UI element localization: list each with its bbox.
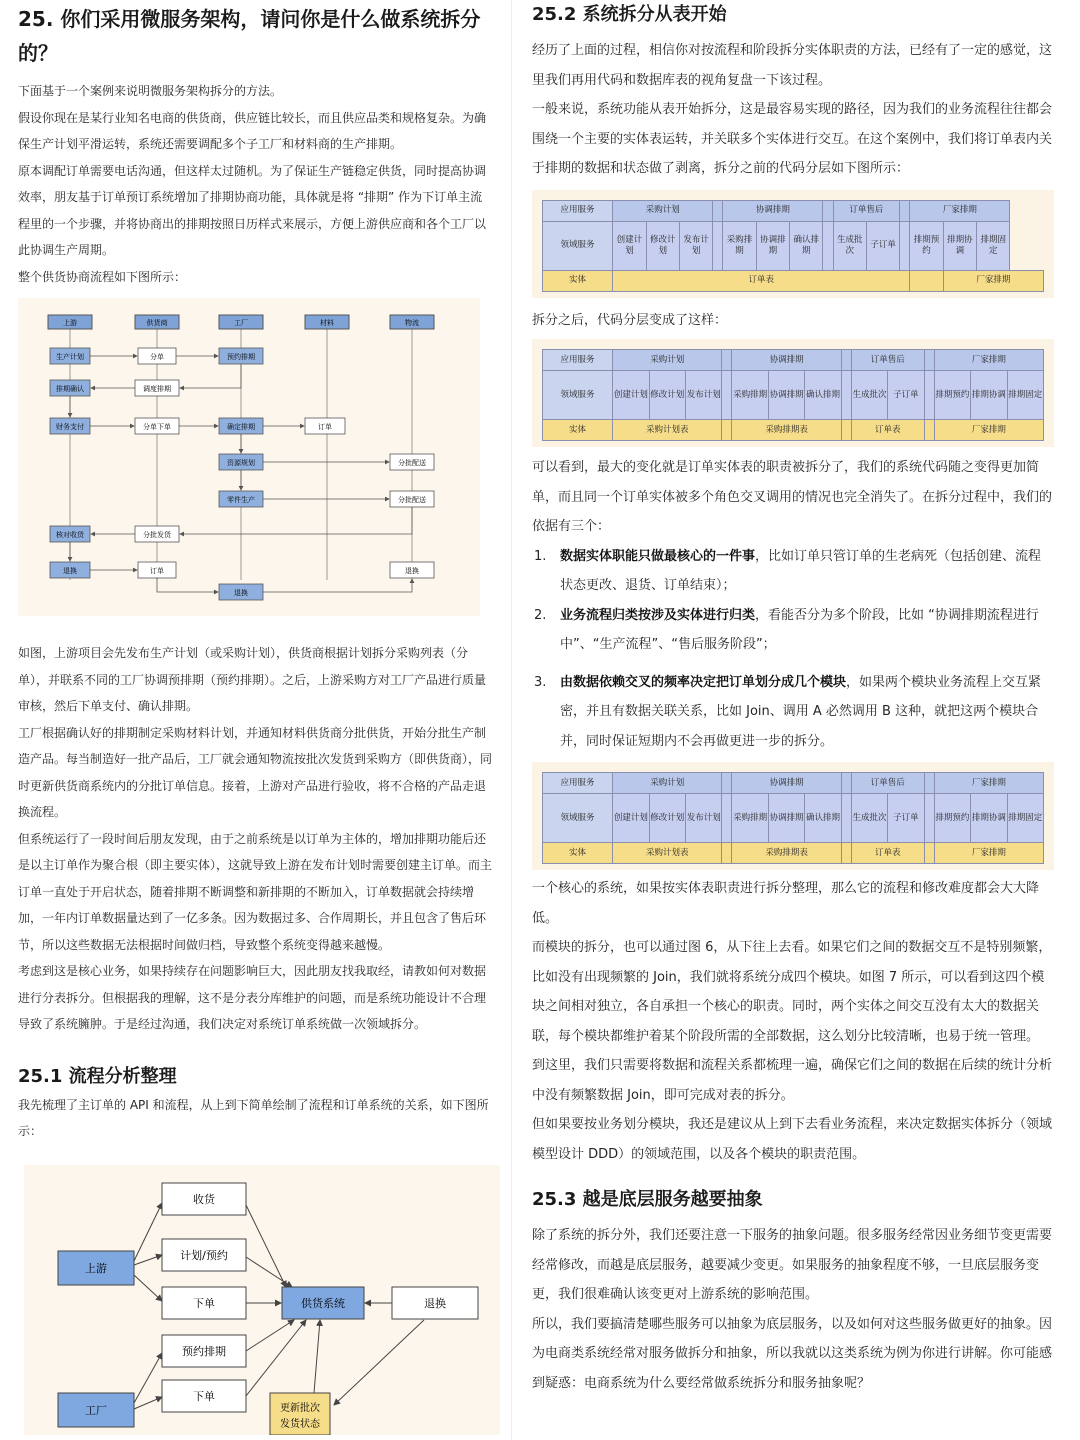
domain-cell: 修改计划 <box>649 371 685 420</box>
group-header: 采购计划 <box>613 200 713 221</box>
entity-cell: 订单表 <box>851 420 924 441</box>
criteria-list <box>532 542 1054 757</box>
group-header: 协调排期 <box>732 350 841 371</box>
order-system-svg <box>24 1165 500 1435</box>
flow-node: 分批发货 <box>143 531 171 539</box>
list-item <box>532 542 1054 601</box>
entity-cell: 厂家排期 <box>934 843 1043 864</box>
list-bold: 业务流程归类按涉及实体进行归类 <box>560 607 756 623</box>
row-label: 实体 <box>543 843 613 864</box>
domain-cell: 排期预约 <box>910 221 943 270</box>
list-item <box>532 601 1054 660</box>
entity-cell: 订单表 <box>851 843 924 864</box>
domain-cell: 发布计划 <box>679 221 712 270</box>
domain-cell: 采购排期 <box>732 794 768 843</box>
entity-cell: 采购排期表 <box>732 843 841 864</box>
right-column <box>532 0 1054 1398</box>
domain-cell: 确认排期 <box>805 794 841 843</box>
group-header: 采购计划 <box>613 773 722 794</box>
intro-paragraph: 下面基于一个案例来说明微服务架构拆分的方法。 <box>18 84 283 98</box>
entity-cell: 厂家排期 <box>934 420 1043 441</box>
domain-cell: 修改计划 <box>649 794 685 843</box>
domain-cell: 采购排期 <box>732 371 768 420</box>
list-bold: 数据实体职能只做最核心的一件事 <box>560 548 756 564</box>
flow-node: 退换 <box>234 589 248 597</box>
row-label: 应用服务 <box>543 773 613 794</box>
entity-cell: 采购计划表 <box>613 843 722 864</box>
domain-cell: 确认排期 <box>790 221 823 270</box>
flow-node: 退换 <box>424 1296 446 1310</box>
paragraph: 除了系统的拆分外，我们还要注意一下服务的抽象问题。很多服务经常因业务细节变更需要经常修改，而越是底层服务，越要减少变更。如果服务的抽象程度不够，一旦底层服务变更，我们很难确认该变更对上游系统的影响范围。 <box>532 1228 1053 1302</box>
section-title: 25.1 流程分析整理 <box>18 1065 177 1087</box>
domain-cell: 子订单 <box>866 221 899 270</box>
domain-cell: 协调排期 <box>768 371 804 420</box>
paragraph: 一个核心的系统，如果按实体表职责进行拆分整理，那么它的流程和修改难度都会大大降低。 <box>532 881 1040 926</box>
entity-cell: 订单表 <box>613 270 910 291</box>
list-number: 3. <box>534 674 547 690</box>
lane-label: 物流 <box>405 319 419 327</box>
lane-label: 供货商 <box>146 319 168 327</box>
supply-flow-diagram <box>18 298 480 616</box>
group-header: 厂家排期 <box>910 200 1010 221</box>
group-header: 协调排期 <box>732 773 841 794</box>
flow-node: 预约排期 <box>182 1344 226 1358</box>
chapter-title: 25. 你们采用微服务架构，请问你是什么做系统拆分的？ <box>18 7 481 65</box>
flow-node: 收货 <box>193 1192 215 1206</box>
group-header: 厂家排期 <box>934 773 1043 794</box>
paragraph: 拆分之后，代码分层变成了这样： <box>532 312 728 328</box>
domain-cell: 子订单 <box>888 371 924 420</box>
order-system-diagram <box>24 1165 500 1435</box>
group-header: 订单售后 <box>833 200 900 221</box>
body-paragraph: 工厂根据确认好的排期制定采购材料计划，并通知材料供货商分批供货，开始分批生产制造产品。每当制造好一批产品后，工厂就会通知物流按批次发货到采购方（即供货商），同时更新供货商系统内的分批订单信息。接着，上游对产品进行验收，将不合格的产品走退换流程。 <box>18 725 493 819</box>
list-item <box>532 668 1054 757</box>
row-label: 实体 <box>543 270 613 291</box>
domain-cell: 采购排期 <box>723 221 756 270</box>
domain-cell: 排期协调 <box>971 371 1007 420</box>
group-header: 订单售后 <box>851 773 924 794</box>
flow-node: 分单下单 <box>143 423 171 431</box>
body-paragraph: 如图，上游项目会先发布生产计划（或采购计划），供货商根据计划拆分采购列表（分单），并联系不同的工厂协调预排期（预约排期）。之后，上游采购方对工厂产品进行质量审核，然后下单支付、确认排期。 <box>18 646 487 713</box>
entity-cell: 采购排期表 <box>732 420 841 441</box>
domain-cell: 创建计划 <box>613 221 646 270</box>
flow-node: 分批配送 <box>398 496 426 504</box>
flow-node: 确定排期 <box>227 423 255 431</box>
layer-table-after <box>532 339 1054 447</box>
lane-label: 上游 <box>63 319 77 327</box>
lane-label: 材料 <box>320 319 334 327</box>
list-text: ，如果两个模块业务流程上交互紧密，并且有数据关联关系，比如 Join、调用 A 必然调用 B 这种，就把这两个模块合并，同时保证短期内不会再做更进一步的拆分。 <box>560 674 1042 749</box>
flow-node: 供货系统 <box>301 1296 345 1310</box>
flow-node: 工厂 <box>85 1403 107 1417</box>
entity-cell: 采购计划表 <box>613 420 722 441</box>
flow-node: 资源规划 <box>227 459 255 467</box>
domain-cell: 创建计划 <box>613 794 649 843</box>
flow-node: 分批配送 <box>398 459 426 467</box>
flow-node: 调度排期 <box>143 385 171 393</box>
row-label: 实体 <box>543 420 613 441</box>
flow-node: 发货状态 <box>280 1418 320 1430</box>
domain-cell: 排期固定 <box>977 221 1010 270</box>
domain-cell: 发布计划 <box>686 371 722 420</box>
group-header: 订单售后 <box>851 350 924 371</box>
row-label: 应用服务 <box>543 350 613 371</box>
body-paragraph: 但系统运行了一段时间后朋友发现，由于之前系统是以订单为主体的，增加排期功能后还是以主订单作为聚合根（即主要实体），这就导致上游在发布计划时需要创建主订单。而主订单一直处于开启状态，随着排期不断调整和新排期的不断加入，订单数据就会持续增加，一年内订单数据量达到了一亿多条。因为数据过多、合作周期长，并且包含了售后环节，所以这些数据无法根据时间做归档，导致整个系统变得越来越慢。 <box>18 831 493 952</box>
domain-cell: 创建计划 <box>613 371 649 420</box>
domain-cell: 发布计划 <box>686 794 722 843</box>
paragraph: 一般来说，系统功能从表开始拆分，这是最容易实现的路径，因为我们的业务流程往往都会围绕一个主要的实体表运转，并关联多个实体进行交互。在这个案例中，我们将订单表内关于排期的数据和状态做了剥离，拆分之前的代码分层如下图所示： <box>532 102 1053 176</box>
intro-paragraph: 整个供货协商流程如下图所示： <box>18 269 187 284</box>
group-header: 协调排期 <box>723 200 823 221</box>
flow-node: 核对收货 <box>56 531 84 539</box>
column-divider <box>511 0 512 1440</box>
flow-node: 财务支付 <box>56 423 84 431</box>
intro-paragraph: 假设你现在是某行业知名电商的供货商，供应链比较长，而且供应品类和规格复杂。为确保生产计划平滑运转，系统还需要调配多个子工厂和材料商的生产排期。 <box>18 110 487 151</box>
section-paragraph: 我先梳理了主订单的 API 和流程，从上到下简单绘制了流程和订单系统的关系，如下图所示： <box>18 1097 489 1138</box>
flow-node: 上游 <box>85 1261 107 1275</box>
flow-node: 预约排期 <box>227 353 255 361</box>
section-title: 25.2 系统拆分从表开始 <box>532 4 727 25</box>
domain-cell: 排期固定 <box>1007 371 1043 420</box>
layer-table-modules <box>532 762 1054 870</box>
domain-cell: 排期预约 <box>934 794 970 843</box>
domain-cell: 确认排期 <box>805 371 841 420</box>
flow-node: 订单 <box>318 423 332 431</box>
domain-cell: 排期预约 <box>934 371 970 420</box>
domain-cell: 排期协调 <box>971 794 1007 843</box>
domain-cell: 修改计划 <box>646 221 679 270</box>
flow-node: 计划/预约 <box>180 1248 228 1262</box>
section-title: 25.3 越是底层服务越要抽象 <box>532 1189 763 1210</box>
flow-node: 更新批次 <box>280 1402 320 1414</box>
paragraph: 而模块的拆分，也可以通过图 6，从下往上去看。如果它们之间的数据交互不是特别频繁，比如没有出现频繁的 Join，我们就将系统分成四个模块。如图 7 所示，可以看到这四个模块之间相对独立，各自承担一个核心的职责。同时，两个实体之间交互没有太大的数据关联，每个模块都维护着某个阶段所需的全部数据，这么划分比较清晰，也易于统一管理。 <box>532 940 1052 1044</box>
layer-table-before <box>532 190 1054 298</box>
body-paragraph: 考虑到这是核心业务，如果持续存在问题影响巨大，因此朋友找我取经，请教如何对数据进行分表拆分。但根据我的理解，这不是分表分库维护的问题，而是系统功能设计不合理导致了系统臃肿。于是经过沟通，我们决定对系统订单系统做一次领域拆分。 <box>18 964 487 1031</box>
group-header: 采购计划 <box>613 350 722 371</box>
flow-node: 生产计划 <box>56 353 84 361</box>
domain-cell: 子订单 <box>888 794 924 843</box>
list-bold: 由数据依赖交叉的频率决定把订单划分成几个模块 <box>560 674 847 690</box>
row-label: 领域服务 <box>543 371 613 420</box>
row-label: 应用服务 <box>543 200 613 221</box>
flow-node: 退换 <box>405 567 419 575</box>
domain-cell: 排期固定 <box>1007 794 1043 843</box>
flow-node: 零件生产 <box>227 496 255 504</box>
left-column <box>18 0 494 1435</box>
paragraph: 可以看到，最大的变化就是订单实体表的职责被拆分了，我们的系统代码随之变得更加简单，而且同一个订单实体被多个角色交叉调用的情况也完全消失了。在拆分过程中，我们的依据有三个： <box>532 460 1053 534</box>
domain-cell: 生成批次 <box>851 794 887 843</box>
domain-cell: 排期协调 <box>943 221 976 270</box>
list-text: ，看能否分为多个阶段，比如 “协调排期流程进行中”、“生产流程”、“售后服务阶段”； <box>560 607 1039 652</box>
paragraph: 所以，我们要搞清楚哪些服务可以抽象为底层服务，以及如何对这些服务做更好的抽象。因为电商类系统经常对服务做拆分和抽象，所以我就以这类系统为例为你进行讲解。你可能感到疑惑：电商系统为什么要经常做系统拆分和服务抽象呢？ <box>532 1316 1053 1391</box>
list-number: 2. <box>534 607 547 623</box>
flow-node: 分单 <box>150 353 164 361</box>
flow-node: 下单 <box>193 1389 215 1403</box>
flow-node: 排期确认 <box>56 385 84 393</box>
intro-paragraph: 原本调配订单需要电话沟通，但这样太过随机。为了保证生产链稳定供货，同时提高协调效率，朋友基于订单预订系统增加了排期协商功能，具体就是将 “排期” 作为下订单主流程里的一个步骤，并将协商出的排期按照日历样式来展示，方便上游供应商和各个工厂以此协调生产周期。 <box>18 163 487 257</box>
group-header: 厂家排期 <box>934 350 1043 371</box>
supply-flow-svg <box>18 298 480 616</box>
entity-cell: 厂家排期 <box>943 270 1043 291</box>
flow-node: 下单 <box>193 1296 215 1310</box>
domain-cell: 生成批次 <box>833 221 866 270</box>
domain-cell: 协调排期 <box>768 794 804 843</box>
paragraph: 经历了上面的过程，相信你对按流程和阶段拆分实体职责的方法，已经有了一定的感觉，这里我们再用代码和数据库表的视角复盘一下该过程。 <box>532 43 1053 88</box>
paragraph: 但如果要按业务划分模块，我还是建议从上到下去看业务流程，来决定数据实体拆分（领域模型设计 DDD）的领域范围，以及各个模块的职责范围。 <box>532 1117 1053 1162</box>
row-label: 领域服务 <box>543 221 613 270</box>
lane-label: 工厂 <box>234 319 248 327</box>
domain-cell: 生成批次 <box>851 371 887 420</box>
domain-cell: 协调排期 <box>756 221 789 270</box>
list-number: 1. <box>534 548 547 564</box>
row-label: 领域服务 <box>543 794 613 843</box>
flow-node: 订单 <box>150 567 164 575</box>
list-text: ，比如订单只管订单的生老病死（包括创建、流程状态更改、退货、订单结束）； <box>560 548 1042 593</box>
flow-node: 退换 <box>63 567 77 575</box>
paragraph: 到这里，我们只需要将数据和流程关系都梳理一遍，确保它们之间的数据在后续的统计分析中没有频繁数据 Join，即可完成对表的拆分。 <box>532 1058 1053 1103</box>
